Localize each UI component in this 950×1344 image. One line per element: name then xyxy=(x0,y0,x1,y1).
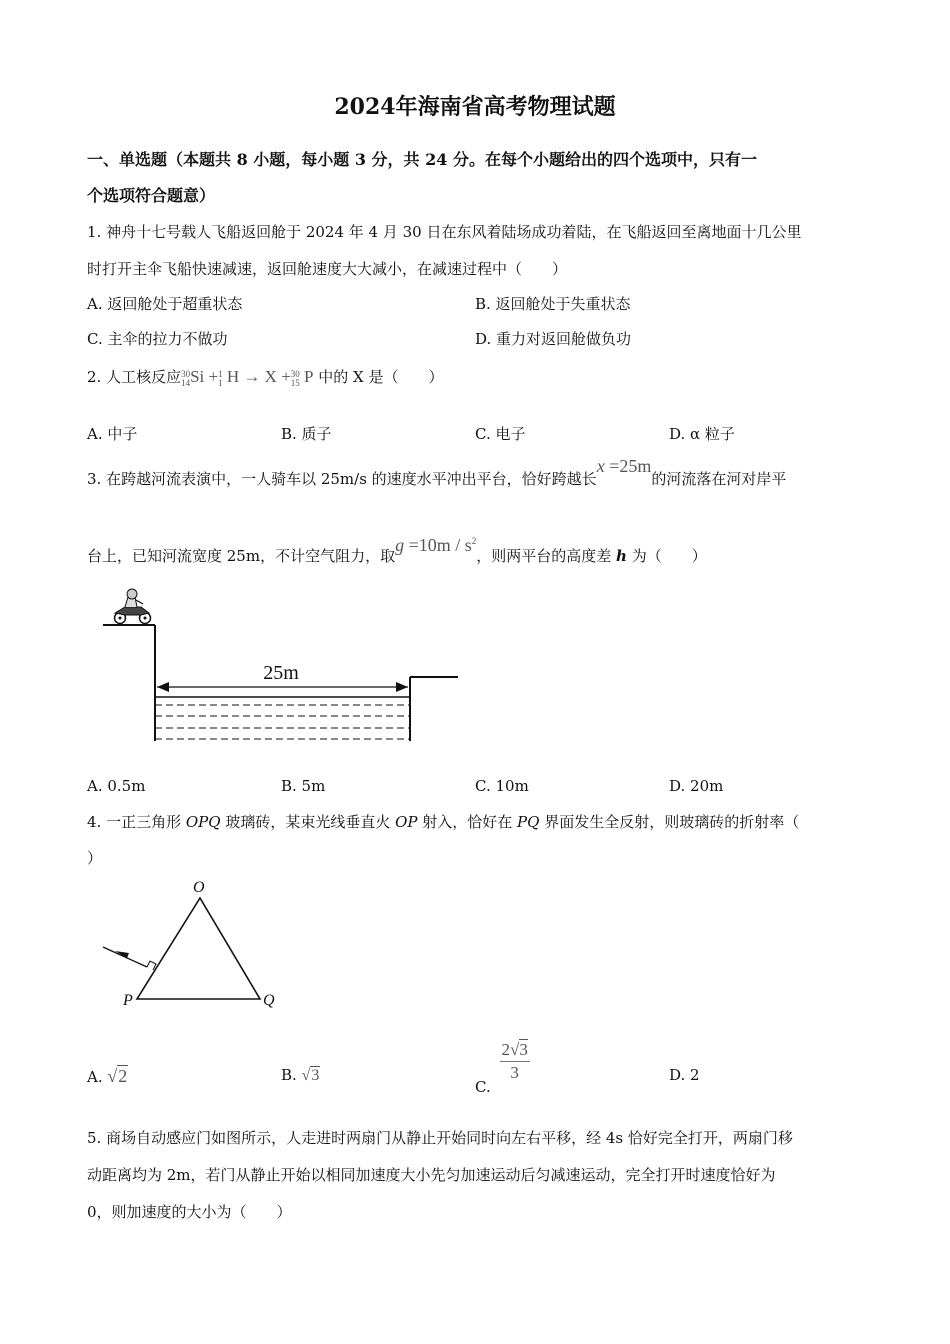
q5-stem-line1: 5. 商场自动感应门如图所示，人走进时两扇门从静止开始同时向左右平移，经 4s 恰好完全打开，两扇门移 xyxy=(87,1129,793,1147)
q1-option-d[interactable]: D. 重力对返回舱做负功 xyxy=(475,330,632,348)
river-jump-figure xyxy=(95,585,465,745)
q2-option-d[interactable]: D. α 粒子 xyxy=(669,425,735,443)
q2-prefix: 2. 人工核反应 xyxy=(87,368,182,386)
vertex-o-label: O xyxy=(193,879,205,896)
q5-stem-line2: 动距离均为 2m，若门从静止开始以相同加速度大小先匀加速运动后匀减速运动，完全打开时速度恰好为 xyxy=(87,1166,776,1184)
nuclear-reaction-formula: 30 14Si +1 1 H → X +30 15 P xyxy=(181,367,314,388)
q3-option-a[interactable]: A. 0.5m xyxy=(87,777,146,795)
q3-option-d[interactable]: D. 20m xyxy=(669,777,724,795)
q3-option-b[interactable]: B. 5m xyxy=(281,777,326,795)
fraction-2sqrt3-over-3: $\frac{2√3}{3}$ xyxy=(501,1040,528,1082)
q1-stem-line2: 时打开主伞飞船快速减速，返回舱速度大大减小，在减速过程中（ ） xyxy=(87,260,568,278)
triangle-prism-figure xyxy=(95,875,285,1015)
section-heading-line2: 个选项符合题意） xyxy=(87,186,216,205)
q3-stem-line1: 3. 在跨越河流表演中，一人骑车以 25m/s 的速度水平冲出平台，恰好跨越长x =25m的河流落在河对岸平 xyxy=(87,456,787,488)
q4-option-a[interactable]: A. √2 xyxy=(87,1066,128,1086)
q2-suffix: 中的 X 是（ ） xyxy=(318,368,444,386)
page-title: 2024年海南省高考物理试题 xyxy=(334,94,616,120)
sqrt-3: √3 xyxy=(301,1067,320,1084)
q4-option-d[interactable]: D. 2 xyxy=(669,1066,700,1084)
q1-stem-line1: 1. 神舟十七号载人飞船返回舱于 2024 年 4 月 30 日在东风着陆场成功着陆，在飞船返回至离地面十几公里 xyxy=(87,223,802,241)
distance-formula: x =25m xyxy=(596,456,652,476)
q2-option-b[interactable]: B. 质子 xyxy=(281,425,332,443)
q4-option-c[interactable]: C. $\frac{2√3}{3}$ xyxy=(475,1040,528,1096)
q4-option-b[interactable]: B. √3 xyxy=(281,1066,320,1084)
vertex-p-label: P xyxy=(123,992,133,1009)
motorcycle-rider-icon xyxy=(115,589,151,624)
q2-option-c[interactable]: C. 电子 xyxy=(475,425,526,443)
q2-option-a[interactable]: A. 中子 xyxy=(87,425,138,443)
q5-stem-line3: 0，则加速度的大小为（ ） xyxy=(87,1203,292,1221)
section-heading-line1: 一、单选题（本题共 8 小题，每小题 3 分，共 24 分。在每个小题给出的四个选项中，只有一 xyxy=(87,150,757,169)
q1-option-c[interactable]: C. 主伞的拉力不做功 xyxy=(87,330,228,348)
q4-stem-line1: 4. 一正三角形 OPQ 玻璃砖，某束光线垂直火 OP 射入，恰好在 PQ 界面发生全反射，则玻璃砖的折射率（ xyxy=(87,813,800,831)
river-width-label: 25m xyxy=(263,662,299,684)
sqrt-2: √2 xyxy=(107,1066,128,1086)
q1-option-b[interactable]: B. 返回舱处于失重状态 xyxy=(475,295,631,313)
vertex-q-label: Q xyxy=(263,992,275,1009)
q4-stem-line2: ） xyxy=(87,849,103,867)
q3-stem-line2: 台上，已知河流宽度 25m，不计空气阻力，取$g =10m / s^2$，则两平台的高度差 h 为（ ） xyxy=(87,535,707,565)
gravity-formula: $g =10m / s^2$ xyxy=(395,535,477,555)
q2-stem xyxy=(87,366,444,388)
q1-option-a[interactable]: A. 返回舱处于超重状态 xyxy=(87,295,243,313)
q3-option-c[interactable]: C. 10m xyxy=(475,777,529,795)
